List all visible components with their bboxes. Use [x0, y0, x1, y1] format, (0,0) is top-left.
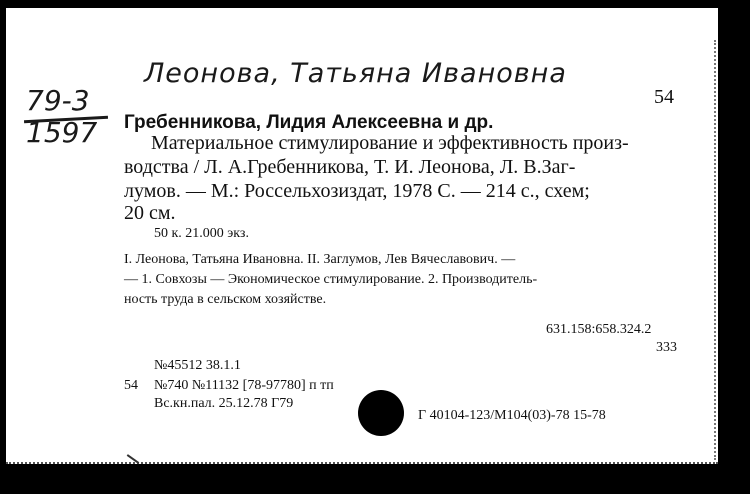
udc-code: 631.158:658.324.2 — [546, 322, 652, 337]
page-number: 54 — [654, 86, 674, 108]
price-circulation: 50 к. 21.000 экз. — [154, 226, 249, 241]
tracing-line: — 1. Совхозы — Экономическое стимулирование. 2. Производитель- — [124, 272, 538, 287]
card-bottom-edge — [6, 462, 718, 464]
record-line-prefix: 54 — [124, 378, 138, 393]
handwritten-class-number: 79-3 — [26, 84, 90, 117]
tracing-line: ность труда в сельском хозяйстве. — [124, 292, 327, 307]
udc-code-secondary: 333 — [656, 340, 677, 355]
record-line: №45512 38.1.1 — [154, 358, 241, 373]
description-line: Материальное стимулирование и эффективность произ- — [151, 132, 629, 154]
tracing-line: I. Леонова, Татьяна Ивановна. II. Заглумов, Лев Вячеславович. — — [124, 252, 516, 267]
handwritten-inventory-number: 1597 — [26, 116, 98, 149]
description-line: 20 см. — [124, 202, 176, 224]
description-line: лумов. — М.: Россельхозиздат, 1978 С. — 214 с., схем; — [124, 180, 590, 202]
record-line: Вс.кн.пал. 25.12.78 Г79 — [154, 396, 294, 411]
bottom-code: Г 40104-123/М104(03)-78 15-78 — [418, 408, 606, 423]
author-heading: Гребенникова, Лидия Алексеевна и др. — [124, 112, 494, 133]
description-line: водства / Л. А.Гребенникова, Т. И. Леонова, Л. В.Заг- — [124, 156, 576, 178]
catalog-card — [6, 8, 718, 464]
scan-edge-dots — [714, 40, 718, 460]
punch-hole — [358, 390, 404, 436]
record-line: №740 №11132 [78-97780] п тп — [154, 378, 334, 393]
handwritten-name: Леонова, Татьяна Ивановна — [144, 58, 567, 89]
